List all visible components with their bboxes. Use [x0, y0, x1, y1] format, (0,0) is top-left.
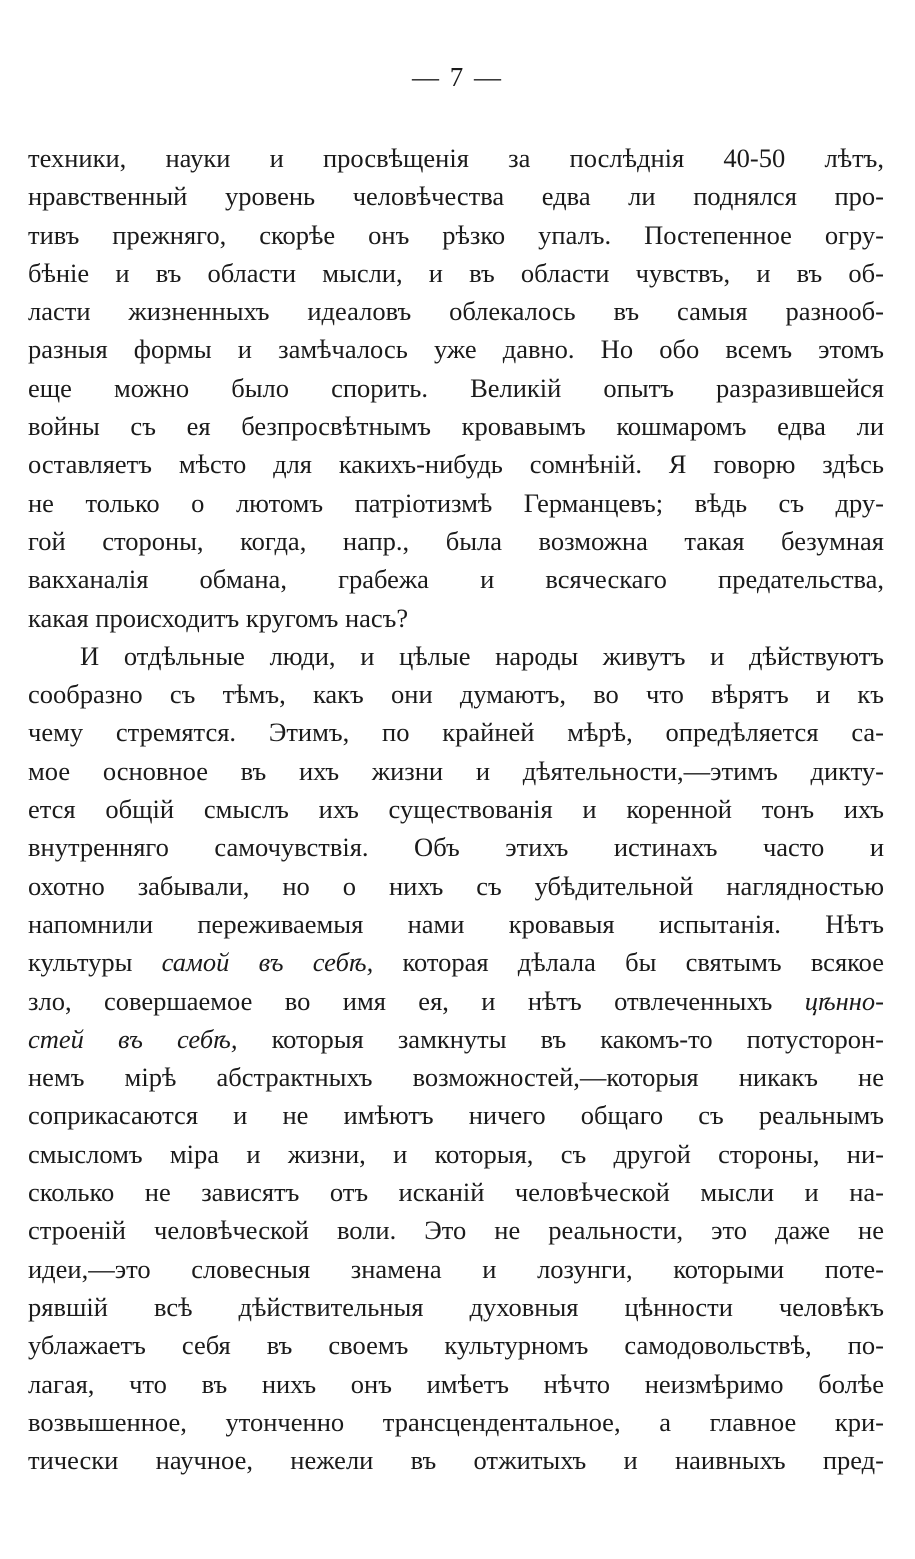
text-line: строеній человѣческой воли. Это не реальности, это даже не — [28, 1215, 884, 1246]
text-line: ется общій смыслъ ихъ существованія и коренной тонъ ихъ — [28, 794, 884, 825]
text-line: И отдѣльные люди, и цѣлые народы живутъ и дѣйствуютъ — [80, 640, 884, 671]
paragraph-1 — [28, 139, 884, 637]
text-line: рявшій всѣ дѣйствительныя духовныя цѣнности человѣкъ — [28, 1291, 884, 1322]
page-number: — 7 — — [412, 62, 503, 92]
text-line: ублажаетъ себя въ своемъ культурномъ самодовольствѣ, по- — [28, 1330, 884, 1361]
text-line: внутренняго самочувствія. Объ этихъ истинахъ часто и — [28, 832, 884, 863]
text-line: нравственный уровень человѣчества едва ли поднялся про- — [28, 181, 884, 212]
text-line — [28, 943, 884, 981]
text-run: которыя замкнуты въ какомъ-то потусторон- — [237, 1023, 884, 1054]
text-line: охотно забывали, но о нихъ съ убѣдительной наглядностью — [28, 870, 884, 901]
text-line: вакханалія обмана, грабежа и всяческаго предательства, — [28, 564, 884, 595]
italic-phrase: самой въ себѣ, — [161, 947, 374, 978]
text-line: войны съ ея безпросвѣтнымъ кровавымъ кошмаромъ едва ли — [28, 411, 884, 442]
text-line: идеи,—это словесныя знамена и лозунги, которыми поте- — [28, 1253, 884, 1284]
text-line: смысломъ міра и жизни, и которыя, съ другой стороны, ни- — [28, 1138, 884, 1169]
text-line: напомнили переживаемыя нами кровавыя испытанія. Нѣтъ — [28, 908, 884, 939]
text-line: техники, науки и просвѣщенія за послѣднія 40-50 лѣтъ, — [28, 143, 884, 173]
text-line: возвышенное, утонченно трансцендентальное, а главное кри- — [28, 1406, 884, 1437]
text-line: бѣніе и въ области мысли, и въ области чувствъ, и въ об- — [28, 257, 884, 288]
text-line: лагая, что въ нихъ онъ имѣетъ нѣчто неизмѣримо болѣе — [28, 1368, 884, 1399]
italic-phrase: стей въ себѣ, — [28, 1023, 238, 1054]
text-run: культуры — [28, 947, 162, 978]
text-line: ласти жизненныхъ идеаловъ облекалось въ самыя разнооб- — [28, 296, 884, 327]
text-run: которая дѣлала бы святымъ всякое — [373, 947, 884, 978]
text-line — [28, 1020, 884, 1058]
text-run: зло, совершаемое во имя ея, и нѣтъ отвлеченныхъ — [28, 985, 805, 1016]
text-line: тически научное, нежели въ отжитыхъ и наивныхъ пред- — [28, 1445, 884, 1476]
text-line: мое основное въ ихъ жизни и дѣятельности,—этимъ дикту- — [28, 755, 884, 786]
text-line: тивъ прежняго, скорѣе онъ рѣзко упалъ. Постепенное огру- — [28, 219, 884, 250]
paragraph-2 — [28, 637, 884, 1480]
text-line: чему стремятся. Этимъ, по крайней мѣрѣ, опредѣляется са- — [28, 717, 884, 748]
text-line: разныя формы и замѣчалось уже давно. Но обо всемъ этомъ — [28, 334, 884, 365]
italic-phrase: цѣнно- — [804, 985, 884, 1016]
text-line: еще можно было спорить. Великій опытъ разразившейся — [28, 372, 884, 403]
body-text — [28, 139, 884, 1479]
text-line: какая происходитъ кругомъ насъ? — [28, 602, 409, 633]
text-line — [28, 982, 884, 1020]
text-line: немъ мірѣ абстрактныхъ возможностей,—которыя никакъ не — [28, 1062, 884, 1093]
text-line: оставляетъ мѣсто для какихъ-нибудь сомнѣній. Я говорю здѣсь — [28, 449, 884, 480]
text-line: не только о лютомъ патріотизмѣ Германцевъ; вѣдь съ дру- — [28, 487, 884, 518]
text-line: сообразно съ тѣмъ, какъ они думаютъ, во что вѣрятъ и къ — [28, 679, 884, 710]
text-line: соприкасаются и не имѣютъ ничего общаго съ реальнымъ — [28, 1100, 884, 1131]
text-line: гой стороны, когда, напр., была возможна такая безумная — [28, 525, 884, 556]
text-line: сколько не зависятъ отъ исканій человѣческой мысли и на- — [28, 1177, 884, 1208]
